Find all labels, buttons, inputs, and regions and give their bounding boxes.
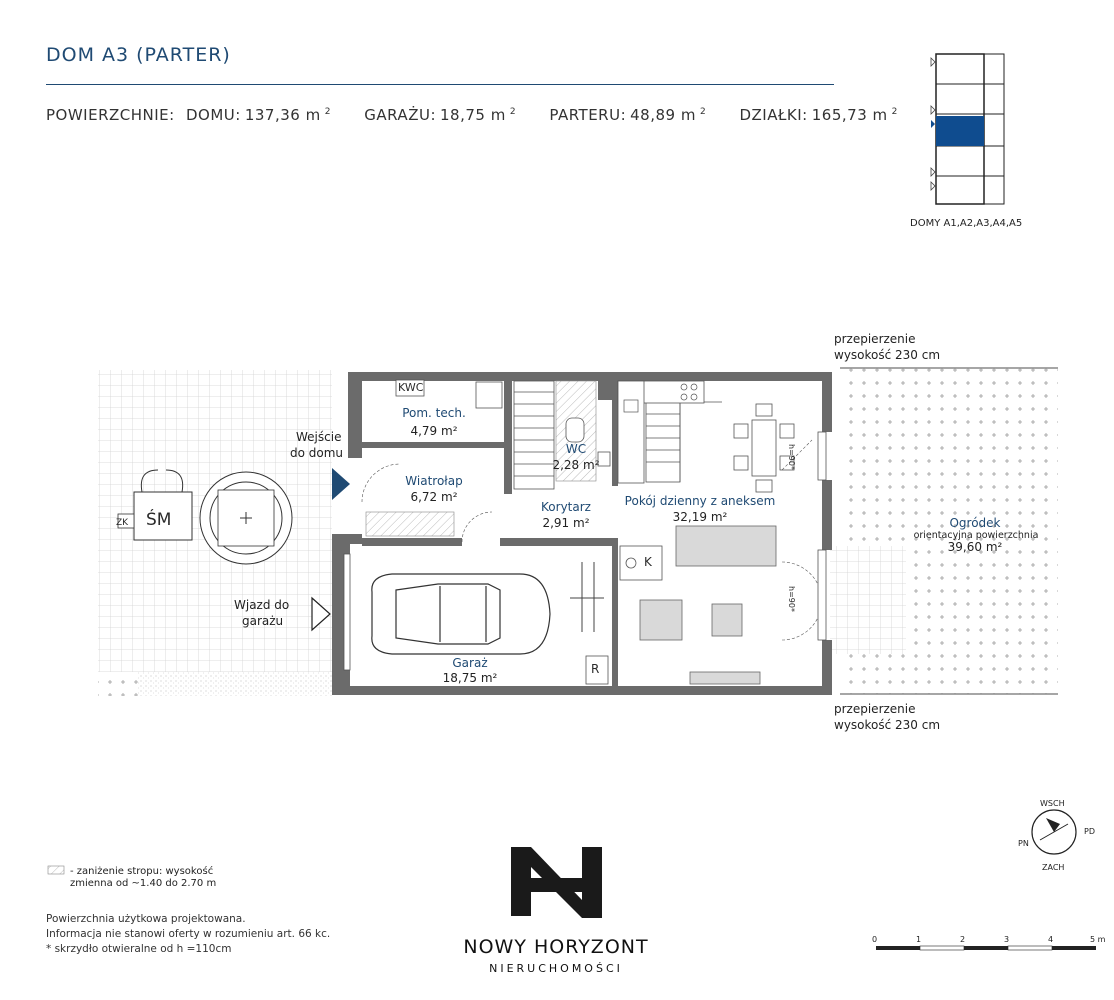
- legend-hatch: [48, 866, 64, 874]
- boiler-label: K: [644, 555, 652, 569]
- scale-tick-3: 3: [1004, 935, 1010, 944]
- living-room-area: 32,19 m²: [672, 510, 728, 524]
- area-ground-value: 48,89 m: [630, 106, 696, 124]
- nowy-horyzont-logo: [511, 847, 602, 918]
- entrance-arrow-icon: [332, 468, 350, 500]
- area-garage-label: GARAŻU:: [364, 106, 437, 124]
- door-note-1: h=90*: [787, 444, 796, 470]
- area-ground-sup: 2: [699, 107, 707, 117]
- garden-name: Ogródek: [949, 516, 1001, 530]
- area-house-label: DOMU:: [186, 106, 241, 124]
- fence-top-label-1: przepierzenie: [834, 332, 916, 346]
- footer-notes: [46, 912, 330, 957]
- brand-name: NOWY HORYZONT: [463, 936, 649, 958]
- dining-table-icon: [734, 404, 794, 492]
- fence-bottom-label-2: wysokość 230 cm: [834, 718, 941, 732]
- garden-area-value: 39,60 m²: [947, 540, 1003, 554]
- garage-door: [344, 554, 350, 670]
- bike-rack-icon: [570, 562, 604, 632]
- garage-area: 18,75 m²: [442, 671, 498, 685]
- scale-bar: [876, 946, 1096, 950]
- corridor-area: 2,91 m²: [542, 516, 590, 530]
- area-ground-label: PARTERU:: [549, 106, 627, 124]
- area-house-sup: 2: [324, 107, 331, 117]
- car-icon: [372, 574, 550, 654]
- areas-label: POWIERZCHNIE:: [46, 106, 175, 124]
- garage-name: Garaż: [452, 656, 488, 670]
- area-plot-label: DZIAŁKI:: [739, 106, 808, 124]
- compass-east: PD: [1084, 827, 1095, 836]
- compass-icon: [1032, 810, 1076, 854]
- scale-tick-1: 1: [916, 935, 922, 944]
- armchair-icon: [640, 600, 682, 640]
- page-title: DOM A3 (PARTER): [46, 44, 231, 66]
- coffee-table-icon: [712, 604, 742, 636]
- wc-area: 2,28 m²: [552, 458, 600, 472]
- compass-north: WSCH: [1040, 799, 1065, 808]
- scale-tick-5: 5 m: [1090, 935, 1106, 944]
- bins-label: ŚM: [146, 510, 172, 530]
- kwc-label: KWC: [398, 381, 424, 394]
- footer-line-3: * skrzydło otwieralne od h =110cm: [46, 943, 232, 955]
- wardrobe: [366, 512, 454, 536]
- gas-meter-label: ZK: [116, 518, 129, 528]
- garage-entry-label-1: Wjazd do: [234, 598, 290, 612]
- brand-subtitle: NIERUCHOMOŚCI: [489, 962, 623, 975]
- tech-room-area: 4,79 m²: [410, 424, 458, 438]
- area-house-value: 137,36 m: [244, 106, 321, 124]
- garden-note: orientacyjna powierzchnia: [913, 530, 1039, 541]
- tv-cabinet-icon: [690, 672, 760, 684]
- rack-label: R: [591, 662, 600, 676]
- terrace: [830, 546, 906, 654]
- vestibule-name: Wiatrołap: [405, 474, 463, 488]
- footer-line-1: Powierzchnia użytkowa projektowana.: [46, 913, 246, 925]
- sofa-icon: [676, 526, 776, 566]
- tech-room-name: Pom. tech.: [402, 406, 466, 420]
- legend-line-2: zmienna od ~1.40 do 2.70 m: [70, 878, 217, 889]
- area-garage-sup: 2: [509, 107, 517, 117]
- compass-west: PN: [1018, 839, 1029, 848]
- area-plot-value: 165,73 m: [811, 106, 888, 124]
- corridor-name: Korytarz: [541, 500, 591, 514]
- legend-line-1: - zaniżenie stropu: wysokość: [70, 866, 214, 877]
- entrance-label-1: Wejście: [296, 430, 342, 444]
- entrance-label-2: do domu: [290, 446, 344, 460]
- wc-name: WC: [565, 442, 587, 456]
- front-gravel: [138, 672, 332, 696]
- scale-tick-2: 2: [960, 935, 966, 944]
- door-note-2: h=90*: [787, 586, 796, 612]
- key-plan-caption: DOMY A1,A2,A3,A4,A5: [910, 218, 1023, 229]
- area-plot-sup: 2: [891, 107, 898, 117]
- compass-south: ZACH: [1042, 863, 1065, 872]
- scale-tick-0: 0: [872, 935, 878, 944]
- vestibule-area: 6,72 m²: [410, 490, 458, 504]
- footer-line-2: Informacja nie stanowi oferty w rozumieniu art. 66 kc.: [46, 928, 331, 940]
- fence-top-label-2: wysokość 230 cm: [834, 348, 941, 362]
- toilet-icon: [566, 418, 584, 442]
- garage-entry-label-2: garażu: [242, 614, 284, 628]
- area-garage-value: 18,75 m: [440, 106, 506, 124]
- living-room-name: Pokój dzienny z aneksem: [624, 494, 776, 508]
- scale-tick-4: 4: [1048, 935, 1054, 944]
- fence-bottom-label-1: przepierzenie: [834, 702, 916, 716]
